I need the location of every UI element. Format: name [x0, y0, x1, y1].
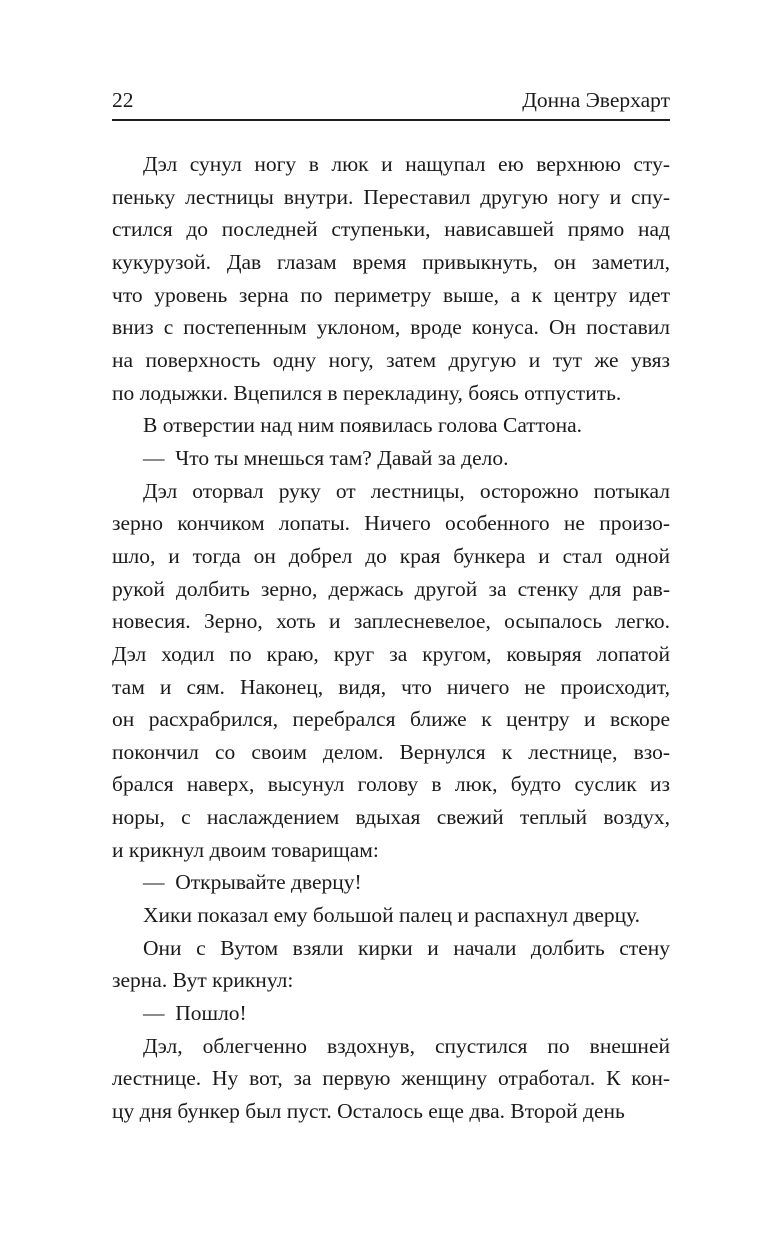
body-text [112, 148, 670, 1128]
text-line: норы, с наслаждением вдыхая свежий теплый воздух, [112, 805, 670, 830]
author-name: Донна Эверхарт [522, 88, 670, 112]
text-line: зерно кончиком лопаты. Ничего особенного не произо- [112, 511, 670, 536]
paragraph [112, 866, 670, 899]
text-line: вниз с постепенным уклоном, вроде конуса. Он поставил [112, 315, 670, 340]
paragraph [112, 475, 670, 867]
paragraph [112, 409, 670, 442]
text-line: Дэл ходил по краю, круг за кругом, ковыряя лопатой [112, 641, 670, 666]
text-line: там и сям. Наконец, видя, что ничего не происходит, [112, 674, 670, 699]
text-line: покончил со своим делом. Вернулся к лестнице, взо- [112, 739, 670, 764]
paragraph [112, 442, 670, 475]
text-line: В отверстии над ним появилась голова Саттона. [143, 413, 582, 438]
text-line: Хики показал ему большой палец и распахнул дверцу. [143, 903, 641, 928]
text-line: шло, и тогда он добрел до края бункера и стал одной [112, 543, 670, 568]
text-line: брался наверх, высунул голову в люк, будто суслик из [112, 772, 670, 797]
text-line: — Открывайте дверцу! [143, 870, 362, 895]
text-line: зерна. Вут крикнул: [112, 968, 294, 993]
text-line: рукой долбить зерно, держась другой за стенку для рав- [112, 576, 670, 601]
paragraph [112, 997, 670, 1030]
paragraph [112, 932, 670, 997]
text-line: цу дня бункер был пуст. Осталось еще два. Второй день [112, 1099, 625, 1124]
text-line: Дэл, облегченно вздохнув, спустился по внешней [143, 1033, 670, 1058]
text-line: новесия. Зерно, хоть и заплесневелое, осыпалось легко. [112, 609, 670, 634]
text-line: и крикнул двоим товарищам: [112, 837, 379, 862]
text-line: лестнице. Ну вот, за первую женщину отработал. К кон- [112, 1066, 670, 1091]
text-line: Они с Вутом взяли кирки и начали долбить стену [143, 935, 670, 960]
text-line: стился до последней ступеньки, нависавшей прямо над [112, 217, 670, 242]
header-divider [112, 119, 670, 121]
running-header [112, 88, 670, 112]
text-line: Дэл оторвал руку от лестницы, осторожно потыкал [143, 478, 670, 503]
text-line: он расхрабрился, перебрался ближе к центру и вскоре [112, 707, 670, 732]
text-line: кукурузой. Дав глазам время привыкнуть, он заметил, [112, 249, 670, 274]
text-line: — Пошло! [143, 1001, 247, 1026]
text-line: пеньку лестницы внутри. Переставил другую ногу и спу- [112, 184, 670, 209]
text-line: по лодыжки. Вцепился в перекладину, боясь отпустить. [112, 380, 622, 405]
text-line: — Что ты мнешься там? Давай за дело. [143, 445, 509, 470]
text-line: Дэл сунул ногу в люк и нащупал ею верхнюю сту- [143, 152, 670, 176]
text-line: что уровень зерна по периметру выше, а к центру идет [112, 282, 670, 307]
paragraph [112, 148, 670, 409]
paragraph [112, 1030, 670, 1128]
page-content [112, 88, 670, 1128]
page-number: 22 [112, 88, 134, 112]
paragraph [112, 899, 670, 932]
text-line: на поверхность одну ногу, затем другую и тут же увяз [112, 347, 670, 372]
